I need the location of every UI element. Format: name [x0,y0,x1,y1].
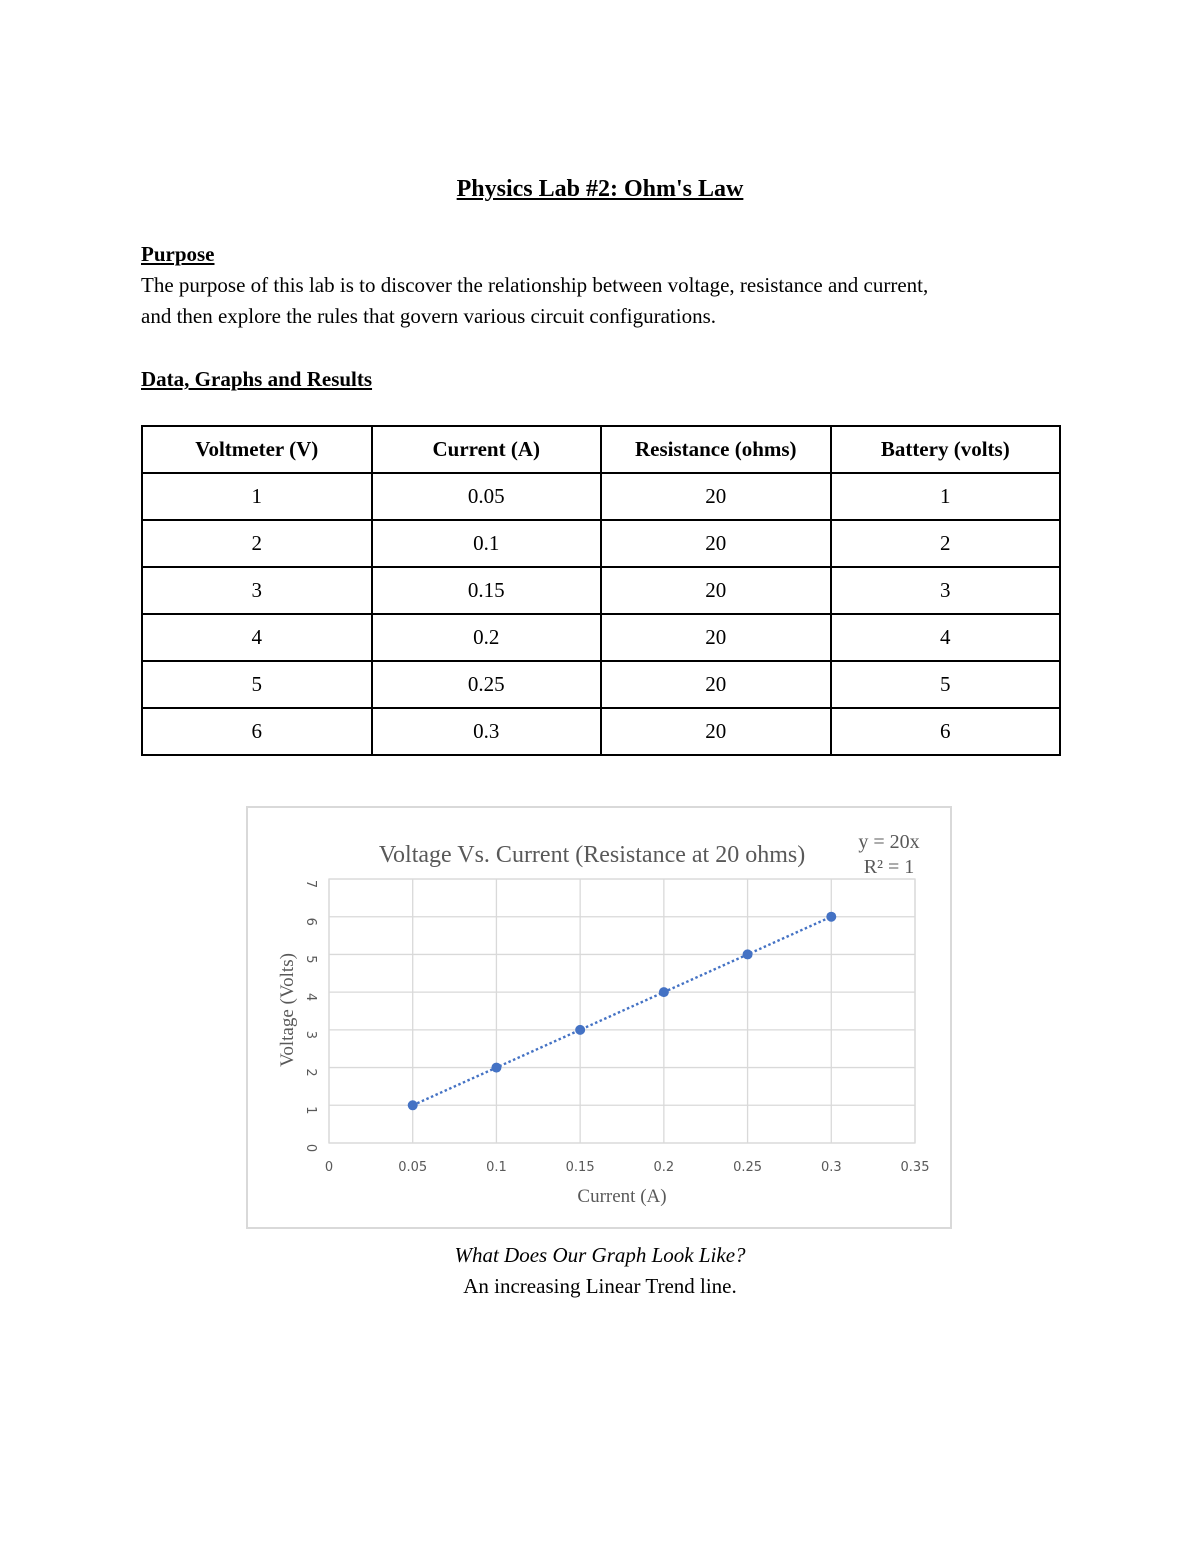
purpose-line-1: The purpose of this lab is to discover the relationship between voltage, resistance and current, [141,273,929,297]
page-title: Physics Lab #2: Ohm's Law [456,176,744,202]
table-cell: 20 [601,567,831,614]
table-header-cell: Current (A) [372,426,602,473]
table-row [142,567,1060,614]
purpose-heading: Purpose [141,242,215,266]
trendline [413,917,832,1106]
data-point [826,912,836,922]
data-point [491,1063,501,1073]
data-point [575,1025,585,1035]
y-tick-label: 3 [303,1030,318,1039]
table-cell: 20 [601,473,831,520]
trendline-equation: y = 20x [858,831,920,853]
x-tick-label: 0 [324,1160,334,1175]
x-tick-label: 0.05 [398,1160,428,1175]
chart-points [408,912,837,1111]
data-table [141,425,1061,756]
y-tick-label: 6 [303,917,318,926]
data-point [743,949,753,959]
purpose-line-2: and then explore the rules that govern various circuit configurations. [141,304,716,328]
chart-title: Voltage Vs. Current (Resistance at 20 ohms) [378,842,806,868]
y-tick-label: 7 [303,879,318,889]
table-cell: 20 [601,614,831,661]
table-cell: 5 [142,661,372,708]
table-cell: 4 [831,614,1061,661]
x-tick-label: 0.3 [820,1160,842,1175]
data-point [408,1100,418,1110]
table-cell: 3 [142,567,372,614]
chart-svg [248,808,950,1227]
table-cell: 4 [142,614,372,661]
table-cell: 6 [831,708,1061,755]
graph-caption-answer: An increasing Linear Trend line. [463,1274,737,1298]
y-tick-label: 2 [303,1068,318,1077]
table-cell: 20 [601,520,831,567]
table-header-cell: Battery (volts) [831,426,1061,473]
table-cell: 6 [142,708,372,755]
table-cell: 0.15 [372,567,602,614]
graph-caption-question: What Does Our Graph Look Like? [454,1243,746,1267]
x-tick-label: 0.2 [653,1160,675,1175]
x-tick-label: 0.25 [733,1160,763,1175]
chart-axes [303,880,929,1175]
trendline-r-squared: R² = 1 [863,856,915,878]
table-cell: 0.3 [372,708,602,755]
table-row [142,661,1060,708]
y-tick-label: 0 [303,1143,318,1153]
table-header-cell: Voltmeter (V) [142,426,372,473]
x-tick-label: 0.1 [486,1160,507,1175]
y-tick-label: 1 [303,1106,318,1115]
table-row [142,473,1060,520]
chart-trendline-layer [413,917,832,1106]
table-cell: 20 [601,661,831,708]
table-row [142,520,1060,567]
table-cell: 20 [601,708,831,755]
results-heading: Data, Graphs and Results [141,367,373,391]
table-cell: 2 [831,520,1061,567]
table-header-row [142,426,1060,473]
y-tick-label: 5 [303,955,318,964]
y-tick-label: 4 [303,993,318,1002]
table-row [142,708,1060,755]
y-axis-label: Voltage (Volts) [277,953,298,1067]
table-cell: 0.25 [372,661,602,708]
chart-container [246,806,952,1229]
data-point [659,987,669,997]
table-cell: 0.1 [372,520,602,567]
x-tick-label: 0.15 [565,1160,595,1175]
table-row [142,614,1060,661]
table-cell: 0.05 [372,473,602,520]
x-tick-label: 0.35 [900,1160,930,1175]
table-cell: 2 [142,520,372,567]
table-cell: 1 [142,473,372,520]
table-cell: 1 [831,473,1061,520]
x-axis-label: Current (A) [577,1186,667,1207]
table-cell: 3 [831,567,1061,614]
table-cell: 0.2 [372,614,602,661]
purpose-paragraph [141,270,1071,332]
table-header-cell: Resistance (ohms) [601,426,831,473]
table-cell: 5 [831,661,1061,708]
